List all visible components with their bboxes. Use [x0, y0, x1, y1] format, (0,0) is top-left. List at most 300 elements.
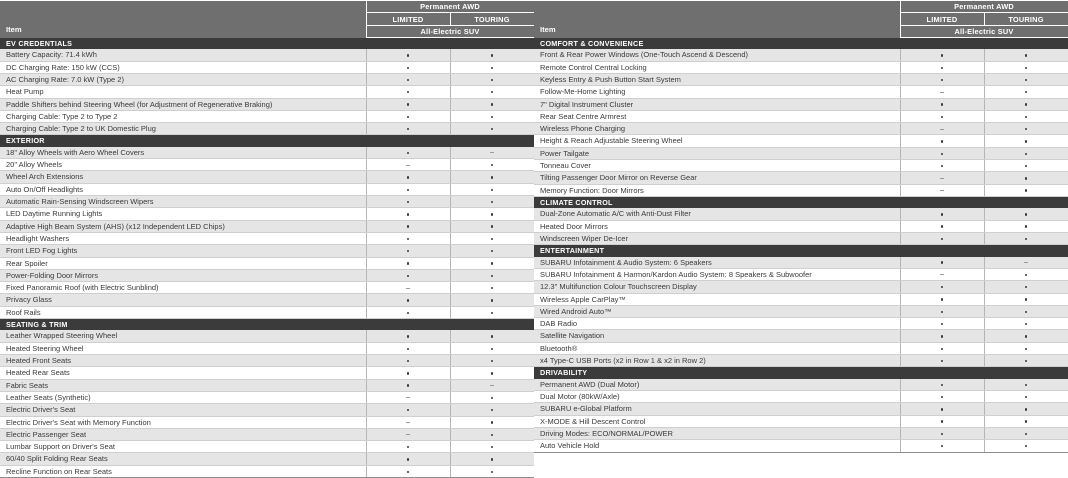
spec-row-availability-touring — [450, 110, 534, 122]
spec-row-item-label: Dual-Zone Automatic A/C with Anti-Dust Filter — [534, 208, 900, 220]
standard-mark-icon — [407, 103, 409, 105]
standard-mark-icon — [407, 360, 409, 362]
spec-row-item-label: Windscreen Wiper De-Icer — [534, 232, 900, 244]
spec-row — [0, 257, 534, 269]
spec-row — [534, 86, 1068, 98]
standard-mark-icon — [407, 128, 409, 130]
spec-row-availability-limited — [366, 147, 450, 159]
spec-row-item-label: Heated Door Mirrors — [534, 220, 900, 232]
spec-row-item-label: Electric Passenger Seat — [0, 428, 366, 440]
not-available-mark-icon — [940, 129, 944, 130]
standard-mark-icon — [1025, 67, 1027, 69]
standard-mark-icon — [491, 360, 493, 362]
spec-row-availability-limited — [900, 147, 984, 159]
section-title: CLIMATE CONTROL — [534, 196, 900, 208]
spec-row-item-label: Fixed Panoramic Roof (with Electric Sunblind) — [0, 282, 366, 294]
column-header-drivetrain: Permanent AWD — [366, 1, 534, 13]
section-header-spacer — [900, 367, 1068, 379]
spec-row-availability-touring — [984, 172, 1068, 184]
spec-row-availability-limited — [900, 184, 984, 196]
spec-row — [534, 281, 1068, 293]
table-header-row-drivetrain — [534, 1, 1068, 13]
standard-mark-icon — [491, 189, 493, 191]
spec-row — [534, 318, 1068, 330]
standard-mark-icon — [491, 335, 493, 337]
standard-mark-icon — [491, 238, 493, 240]
spec-row-item-label: Electric Driver's Seat with Memory Function — [0, 416, 366, 428]
standard-mark-icon — [1025, 311, 1027, 313]
spec-row — [534, 208, 1068, 220]
standard-mark-icon — [1025, 103, 1027, 105]
spec-row-item-label: Remote Control Central Locking — [534, 61, 900, 73]
spec-row — [0, 123, 534, 135]
spec-row-availability-touring — [450, 330, 534, 342]
spec-row — [534, 355, 1068, 367]
spec-row-item-label: Driving Modes: ECO/NORMAL/POWER — [534, 427, 900, 439]
standard-mark-icon — [491, 164, 493, 166]
spec-row-item-label: Heated Front Seats — [0, 355, 366, 367]
standard-mark-icon — [1025, 213, 1027, 215]
not-available-mark-icon — [406, 165, 410, 166]
spec-row-availability-touring — [984, 147, 1068, 159]
spec-row-availability-limited — [366, 98, 450, 110]
spec-row-availability-touring — [450, 123, 534, 135]
section-title: EXTERIOR — [0, 135, 366, 147]
standard-mark-icon — [407, 348, 409, 350]
spec-row-availability-limited — [900, 98, 984, 110]
spec-row-availability-touring — [450, 404, 534, 416]
standard-mark-icon — [941, 433, 943, 435]
standard-mark-icon — [491, 372, 493, 374]
standard-mark-icon — [1025, 140, 1027, 142]
spec-row-item-label: SUBARU Infotainment & Audio System: 6 Speakers — [534, 257, 900, 269]
spec-row-availability-touring — [984, 232, 1068, 244]
spec-row-availability-limited — [366, 110, 450, 122]
spec-row-availability-limited — [366, 391, 450, 403]
spec-row-item-label: 60/40 Split Folding Rear Seats — [0, 453, 366, 465]
standard-mark-icon — [941, 153, 943, 155]
spec-row-item-label: Height & Reach Adjustable Steering Wheel — [534, 135, 900, 147]
standard-mark-icon — [491, 176, 493, 178]
not-available-mark-icon — [406, 422, 410, 423]
standard-mark-icon — [407, 152, 409, 154]
spec-row-item-label: Memory Function: Door Mirrors — [534, 184, 900, 196]
spec-row-availability-limited — [366, 404, 450, 416]
standard-mark-icon — [941, 335, 943, 337]
spec-row-availability-touring — [984, 86, 1068, 98]
spec-row-availability-limited — [366, 220, 450, 232]
spec-row-availability-limited — [366, 61, 450, 73]
spec-row-availability-touring — [984, 73, 1068, 85]
not-available-mark-icon — [406, 397, 410, 398]
section-title: EV CREDENTIALS — [0, 38, 366, 50]
standard-mark-icon — [1025, 323, 1027, 325]
standard-mark-icon — [491, 287, 493, 289]
standard-mark-icon — [491, 116, 493, 118]
standard-mark-icon — [1025, 348, 1027, 350]
standard-mark-icon — [1025, 420, 1027, 422]
spec-row — [0, 220, 534, 232]
standard-mark-icon — [941, 261, 943, 263]
spec-row-item-label: Front & Rear Power Windows (One-Touch Ascend & Descend) — [534, 49, 900, 61]
not-available-mark-icon — [406, 434, 410, 435]
column-header-item-label: Item — [540, 24, 556, 34]
section-title: ENTERTAINMENT — [534, 245, 900, 257]
spec-row-item-label: Front LED Fog Lights — [0, 245, 366, 257]
spec-row-availability-limited — [900, 110, 984, 122]
standard-mark-icon — [491, 446, 493, 448]
spec-row-availability-touring — [450, 379, 534, 391]
spec-row — [534, 184, 1068, 196]
spec-row-item-label: 20" Alloy Wheels — [0, 159, 366, 171]
standard-mark-icon — [941, 360, 943, 362]
standard-mark-icon — [1025, 238, 1027, 240]
spec-row-item-label: Heat Pump — [0, 86, 366, 98]
spec-row-availability-limited — [366, 196, 450, 208]
spec-row-item-label: Fabric Seats — [0, 379, 366, 391]
section-header-spacer — [900, 245, 1068, 257]
spec-row-item-label: Heated Steering Wheel — [0, 342, 366, 354]
standard-mark-icon — [491, 299, 493, 301]
spec-row-availability-touring — [450, 171, 534, 183]
spec-row-availability-touring — [450, 367, 534, 379]
spec-row — [0, 269, 534, 281]
standard-mark-icon — [491, 421, 493, 423]
standard-mark-icon — [407, 384, 409, 386]
not-available-mark-icon — [1024, 262, 1028, 263]
spec-row-availability-touring — [450, 196, 534, 208]
section-header-row — [534, 38, 1068, 50]
spec-row-item-label: DAB Radio — [534, 318, 900, 330]
spec-row-availability-limited — [366, 379, 450, 391]
spec-row-availability-touring — [450, 355, 534, 367]
spec-row-availability-touring — [450, 416, 534, 428]
standard-mark-icon — [407, 67, 409, 69]
standard-mark-icon — [941, 79, 943, 81]
spec-row-availability-touring — [984, 208, 1068, 220]
spec-row-item-label: SUBARU Infotainment & Harmon/Kardon Audio System: 8 Speakers & Subwoofer — [534, 268, 900, 280]
spec-row-availability-limited — [900, 220, 984, 232]
spec-row-availability-limited — [900, 293, 984, 305]
standard-mark-icon — [1025, 360, 1027, 362]
spec-row-item-label: LED Daytime Running Lights — [0, 208, 366, 220]
standard-mark-icon — [491, 67, 493, 69]
spec-row — [534, 49, 1068, 61]
section-header-row — [534, 367, 1068, 379]
spec-row-availability-limited — [900, 232, 984, 244]
spec-row-availability-limited — [366, 159, 450, 171]
standard-mark-icon — [941, 286, 943, 288]
spec-row — [0, 49, 534, 61]
spec-row — [0, 428, 534, 440]
column-header-body-type: All-Electric SUV — [366, 26, 534, 38]
standard-mark-icon — [1025, 286, 1027, 288]
spec-row-availability-limited — [366, 73, 450, 85]
standard-mark-icon — [941, 348, 943, 350]
spec-row-item-label: Bluetooth® — [534, 342, 900, 354]
spec-row — [0, 73, 534, 85]
spec-row-availability-touring — [984, 123, 1068, 135]
section-header-spacer — [366, 135, 534, 147]
section-title: DRIVABILITY — [534, 367, 900, 379]
standard-mark-icon — [1025, 165, 1027, 167]
spec-row — [0, 86, 534, 98]
spec-row — [534, 440, 1068, 452]
not-available-mark-icon — [940, 190, 944, 191]
standard-mark-icon — [1025, 445, 1027, 447]
spec-row — [534, 172, 1068, 184]
spec-row-availability-touring — [450, 342, 534, 354]
spec-row — [534, 61, 1068, 73]
spec-row-availability-touring — [450, 465, 534, 477]
spec-row-availability-limited — [366, 355, 450, 367]
spec-row-availability-limited — [900, 257, 984, 269]
spec-row-availability-touring — [450, 183, 534, 195]
standard-mark-icon — [941, 396, 943, 398]
spec-row-availability-limited — [900, 427, 984, 439]
spec-row-availability-limited — [900, 440, 984, 452]
spec-row — [0, 367, 534, 379]
column-header-grade-limited: LIMITED — [900, 13, 984, 26]
spec-row-availability-touring — [984, 268, 1068, 280]
spec-row-item-label: Wireless Apple CarPlay™ — [534, 293, 900, 305]
spec-row-availability-touring — [450, 257, 534, 269]
spec-row-item-label: Power Tailgate — [534, 147, 900, 159]
spec-row-availability-touring — [450, 294, 534, 306]
spec-row — [534, 123, 1068, 135]
standard-mark-icon — [941, 103, 943, 105]
spec-row-item-label: Dual Motor (80kW/Axle) — [534, 391, 900, 403]
spec-row-item-label: Tonneau Cover — [534, 160, 900, 172]
spec-row-availability-limited — [366, 465, 450, 477]
spec-row-item-label: Adaptive High Beam System (AHS) (x12 Independent LED Chips) — [0, 220, 366, 232]
spec-row-availability-limited — [366, 294, 450, 306]
standard-mark-icon — [941, 67, 943, 69]
spec-row — [0, 232, 534, 244]
standard-mark-icon — [407, 409, 409, 411]
spec-row-item-label: Lumbar Support on Driver's Seat — [0, 441, 366, 453]
spec-table-right — [534, 0, 1068, 453]
standard-mark-icon — [491, 397, 493, 399]
spec-row — [0, 183, 534, 195]
spec-row — [0, 98, 534, 110]
spec-row-availability-touring — [450, 441, 534, 453]
spec-row — [534, 293, 1068, 305]
spec-row-availability-limited — [366, 441, 450, 453]
spec-row-availability-touring — [450, 147, 534, 159]
standard-mark-icon — [1025, 433, 1027, 435]
spec-row-item-label: Auto On/Off Headlights — [0, 183, 366, 195]
spec-row-item-label: Privacy Glass — [0, 294, 366, 306]
spec-row-availability-touring — [984, 184, 1068, 196]
spec-row-availability-touring — [450, 232, 534, 244]
spec-row-availability-limited — [366, 86, 450, 98]
standard-mark-icon — [1025, 177, 1027, 179]
spec-row — [0, 294, 534, 306]
spec-row-availability-limited — [900, 73, 984, 85]
column-header-drivetrain: Permanent AWD — [900, 1, 1068, 13]
table-header-row-drivetrain — [0, 1, 534, 13]
spec-row-item-label: Tilting Passenger Door Mirror on Reverse Gear — [534, 172, 900, 184]
spec-row — [0, 379, 534, 391]
spec-row-item-label: Headlight Washers — [0, 232, 366, 244]
spec-row-availability-touring — [984, 98, 1068, 110]
not-available-mark-icon — [406, 288, 410, 289]
spec-row — [0, 330, 534, 342]
spec-row-item-label: Paddle Shifters behind Steering Wheel (for Adjustment of Regenerative Braking) — [0, 98, 366, 110]
spec-row — [0, 416, 534, 428]
spec-row-availability-touring — [450, 208, 534, 220]
spec-row-item-label: Satellite Navigation — [534, 330, 900, 342]
standard-mark-icon — [407, 299, 409, 301]
standard-mark-icon — [407, 458, 409, 460]
spec-row-availability-limited — [366, 367, 450, 379]
spec-row — [0, 282, 534, 294]
standard-mark-icon — [407, 176, 409, 178]
spec-row-availability-touring — [450, 306, 534, 318]
spec-row-item-label: Auto Vehicle Hold — [534, 440, 900, 452]
section-header-row — [0, 319, 534, 331]
spec-row — [534, 268, 1068, 280]
standard-mark-icon — [407, 275, 409, 277]
standard-mark-icon — [1025, 54, 1027, 56]
standard-mark-icon — [941, 54, 943, 56]
spec-row-item-label: Charging Cable: Type 2 to UK Domestic Plug — [0, 123, 366, 135]
standard-mark-icon — [941, 298, 943, 300]
standard-mark-icon — [1025, 128, 1027, 130]
spec-row-item-label: Wired Android Auto™ — [534, 305, 900, 317]
spec-row-availability-touring — [984, 440, 1068, 452]
spec-row-availability-touring — [450, 245, 534, 257]
standard-mark-icon — [941, 225, 943, 227]
spec-row-item-label: 12.3" Multifunction Colour Touchscreen Display — [534, 281, 900, 293]
spec-row-availability-limited — [366, 342, 450, 354]
spec-row-availability-touring — [984, 110, 1068, 122]
spec-row-item-label: Recline Function on Rear Seats — [0, 465, 366, 477]
section-header-row — [534, 196, 1068, 208]
standard-mark-icon — [1025, 79, 1027, 81]
standard-mark-icon — [1025, 408, 1027, 410]
spec-row — [534, 257, 1068, 269]
spec-row — [534, 305, 1068, 317]
spec-row-availability-touring — [450, 453, 534, 465]
spec-row — [0, 208, 534, 220]
standard-mark-icon — [407, 372, 409, 374]
spec-row-availability-limited — [366, 123, 450, 135]
standard-mark-icon — [491, 458, 493, 460]
spec-row-availability-touring — [450, 282, 534, 294]
spec-row-item-label: Wheel Arch Extensions — [0, 171, 366, 183]
section-header-row — [0, 38, 534, 50]
spec-row-availability-touring — [450, 269, 534, 281]
standard-mark-icon — [491, 250, 493, 252]
spec-row-availability-touring — [984, 403, 1068, 415]
spec-row — [534, 110, 1068, 122]
spec-row — [0, 453, 534, 465]
spec-row-availability-limited — [900, 355, 984, 367]
standard-mark-icon — [1025, 116, 1027, 118]
spec-row — [0, 306, 534, 318]
spec-row — [534, 98, 1068, 110]
spec-row-availability-touring — [450, 49, 534, 61]
standard-mark-icon — [407, 116, 409, 118]
standard-mark-icon — [407, 335, 409, 337]
standard-mark-icon — [941, 408, 943, 410]
spec-row-item-label: Follow-Me-Home Lighting — [534, 86, 900, 98]
spec-row-item-label: SUBARU e-Global Platform — [534, 403, 900, 415]
spec-row-availability-touring — [984, 330, 1068, 342]
not-available-mark-icon — [490, 152, 494, 153]
spec-row-availability-touring — [450, 428, 534, 440]
standard-mark-icon — [407, 213, 409, 215]
spec-row-item-label: Charging Cable: Type 2 to Type 2 — [0, 110, 366, 122]
standard-mark-icon — [491, 348, 493, 350]
standard-mark-icon — [407, 250, 409, 252]
spec-row-availability-limited — [900, 135, 984, 147]
spec-row-availability-touring — [984, 379, 1068, 391]
spec-row-availability-limited — [900, 86, 984, 98]
standard-mark-icon — [491, 128, 493, 130]
spec-row — [0, 245, 534, 257]
spec-row-availability-limited — [366, 282, 450, 294]
spec-row-availability-touring — [984, 281, 1068, 293]
standard-mark-icon — [1025, 396, 1027, 398]
spec-row-availability-limited — [366, 257, 450, 269]
spec-row — [534, 135, 1068, 147]
spec-row-item-label: Leather Wrapped Steering Wheel — [0, 330, 366, 342]
spec-row — [534, 232, 1068, 244]
standard-mark-icon — [491, 262, 493, 264]
spec-row-item-label: 7" Digital Instrument Cluster — [534, 98, 900, 110]
standard-mark-icon — [941, 384, 943, 386]
spec-row — [0, 391, 534, 403]
column-header-grade-touring: TOURING — [984, 13, 1068, 26]
spec-row-availability-limited — [900, 208, 984, 220]
spec-row — [534, 379, 1068, 391]
standard-mark-icon — [407, 79, 409, 81]
standard-mark-icon — [491, 275, 493, 277]
spec-row-availability-touring — [984, 342, 1068, 354]
spec-row — [0, 171, 534, 183]
spec-row-availability-limited — [366, 245, 450, 257]
spec-row-availability-touring — [984, 49, 1068, 61]
standard-mark-icon — [407, 262, 409, 264]
spec-row — [0, 404, 534, 416]
standard-mark-icon — [941, 445, 943, 447]
standard-mark-icon — [407, 471, 409, 473]
not-available-mark-icon — [940, 274, 944, 275]
standard-mark-icon — [407, 54, 409, 56]
standard-mark-icon — [941, 238, 943, 240]
spec-row-availability-limited — [900, 281, 984, 293]
spec-row-item-label: DC Charging Rate: 150 kW (CCS) — [0, 61, 366, 73]
not-available-mark-icon — [490, 385, 494, 386]
section-header-spacer — [900, 38, 1068, 50]
spec-row-availability-touring — [450, 98, 534, 110]
spec-row-availability-touring — [450, 86, 534, 98]
standard-mark-icon — [407, 225, 409, 227]
spec-row — [534, 403, 1068, 415]
standard-mark-icon — [491, 201, 493, 203]
spec-row-availability-touring — [984, 293, 1068, 305]
spec-row-item-label: Electric Driver's Seat — [0, 404, 366, 416]
spec-row-availability-limited — [900, 403, 984, 415]
spec-row — [534, 160, 1068, 172]
spec-row — [534, 73, 1068, 85]
standard-mark-icon — [491, 213, 493, 215]
standard-mark-icon — [407, 238, 409, 240]
standard-mark-icon — [407, 91, 409, 93]
